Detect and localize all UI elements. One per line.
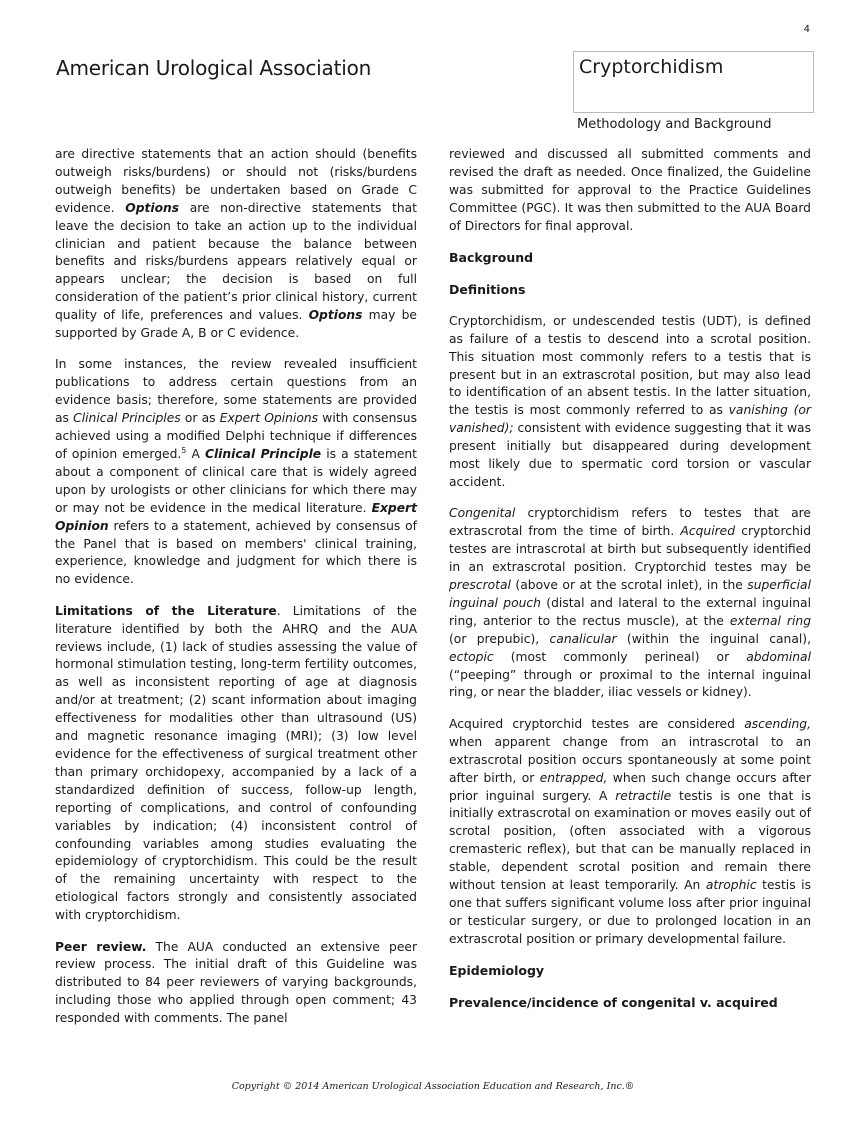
paragraph-congenital: Congenital cryptorchidism refers to testes that are extrascrotal from the time of birth. Acquired cryptorchid testes are intrascrotal at birth but subsequently identified in an extrascrotal position. Cryptorchid testes may be prescrotal (above or at the scrotal inlet), in the superficial inguinal pouch (distal and lateral to the external inguinal ring, anterior to the rectus muscle), at the external ring (or prepubic), canalicular (within the inguinal canal), ectopic (most commonly perineal) or abdominal (“peeping” through or proximal to the internal inguinal ring, or near the bladder, iliac vessels or kidney). bbox=[449, 506, 812, 700]
copyright-footer: Copyright © 2014 American Urological Association Education and Research, Inc.® bbox=[231, 1081, 635, 1092]
paragraph-peer-review: Peer review. The AUA conducted an extensive peer review process. The initial draft of this Guideline was distributed to 84 peer reviewers of varying backgrounds, including those who applied through open comment; 43 responded with comments. The panel bbox=[55, 939, 418, 1026]
page-number: 4 bbox=[803, 24, 810, 35]
section-label: Methodology and Background bbox=[577, 117, 772, 132]
paragraph-options: are directive statements that an action should (benefits outweigh risks/burdens) or should not (risks/burdens outweigh benefits) be undertaken based on Grade C evidence. Options are non-directive statements that leave the decision to take an action up to the individual clinician and patient because the balance between benefits and risks/burdens appears relatively equal or appears unclear; the decision is based on full consideration of the patient’s prior clinical history, current quality of life, preferences and values. Options may be supported by Grade A, B or C evidence. bbox=[55, 147, 417, 341]
heading-prevalence: Prevalence/incidence of congenital v. acquired bbox=[449, 995, 778, 1011]
heading-epidemiology: Epidemiology bbox=[449, 963, 545, 979]
right-column bbox=[449, 146, 811, 1026]
paragraph-definition: Cryptorchidism, or undescended testis (UDT), is defined as failure of a testis to descend into a scrotal position. This situation most commonly refers to a testis that is present but in an extrascrotal position, but may also lead to identification of an absent testis. In the latter situation, the testis is most commonly referred to as vanishing (or vanished); consistent with evidence suggesting that it was present initially but disappeared during development most likely due to spermatic cord torsion or vascular accident. bbox=[449, 313, 811, 489]
citation-superscript: 5 bbox=[181, 445, 187, 455]
peer-review-lead: Peer review. bbox=[55, 939, 147, 954]
organization-title: American Urological Association bbox=[56, 56, 372, 80]
paragraph-acquired: Acquired cryptorchid testes are considered ascending, when apparent change from an intrascrotal to an extrascrotal position occurs spontaneously at some point after birth, or entrapped, when such change occurs after prior inguinal surgery. A retractile testis is one that is initially extrascrotal on examination or moves easily out of scrotal position, (often associated with a vigorous cremasteric reflex), but that can be manually replaced in stable, dependent scrotal position and remain there without tension at least temporarily. An atrophic testis is one that suffers significant volume loss after prior inguinal or testicular surgery, or due to prolonged location in an extrascrotal position or primary developmental failure. bbox=[449, 716, 812, 946]
paragraph-review-continued: reviewed and discussed all submitted comments and revised the draft as needed. Once finalized, the Guideline was submitted for approval to the Practice Guidelines Committee (PGC). It was then submitted to the AUA Board of Directors for final approval. bbox=[449, 147, 811, 233]
paragraph-clinical-principles: In some instances, the review revealed insufficient publications to address certain questions from an evidence basis; therefore, some statements are provided as Clinical Principles or as Expert Opinions with consensus achieved using a modified Delphi technique if differences of opinion emerged.$^5$ A Clinical Principle is a statement about a component of clinical care that is widely agreed upon by urologists or other clinicians for which there may or may not be evidence in the medical literature. Expert Opinion refers to a statement, achieved by consensus of the Panel that is based on members' clinical training, experience, knowledge and judgment for which there is no evidence. bbox=[55, 357, 417, 587]
heading-background: Background bbox=[449, 250, 534, 266]
paragraph-limitations: Limitations of the Literature. Limitations of the literature identified by both the AHRQ and the AUA reviews include, (1) lack of studies assessing the value of hormonal stimulation testing, long-term fertility outcomes, as well as inconsistent reporting of age at diagnosis and/or at treatment; (2) scant information about imaging effectiveness for modalities other than ultrasound (US) and magnetic resonance imaging (MRI); (3) low level evidence for the effectiveness of surgical treatment other than primary orchidopexy, accompanied by a lack of a standardized definition of success, follow-up length, reporting of complications, and control of confounding variables by indication; (4) inconsistent control of confounding variables among studies evaluating the epidemiology of cryptorchidism. This could be the result of the remaining uncertainty with respect to the etiological factors strongly and consistently associated with cryptorchidism. bbox=[55, 603, 417, 923]
topic-box bbox=[573, 51, 814, 113]
topic-title: Cryptorchidism bbox=[579, 56, 724, 78]
left-column bbox=[55, 146, 417, 1042]
heading-definitions: Definitions bbox=[449, 281, 526, 297]
limitations-lead: Limitations of the Literature bbox=[55, 603, 277, 618]
